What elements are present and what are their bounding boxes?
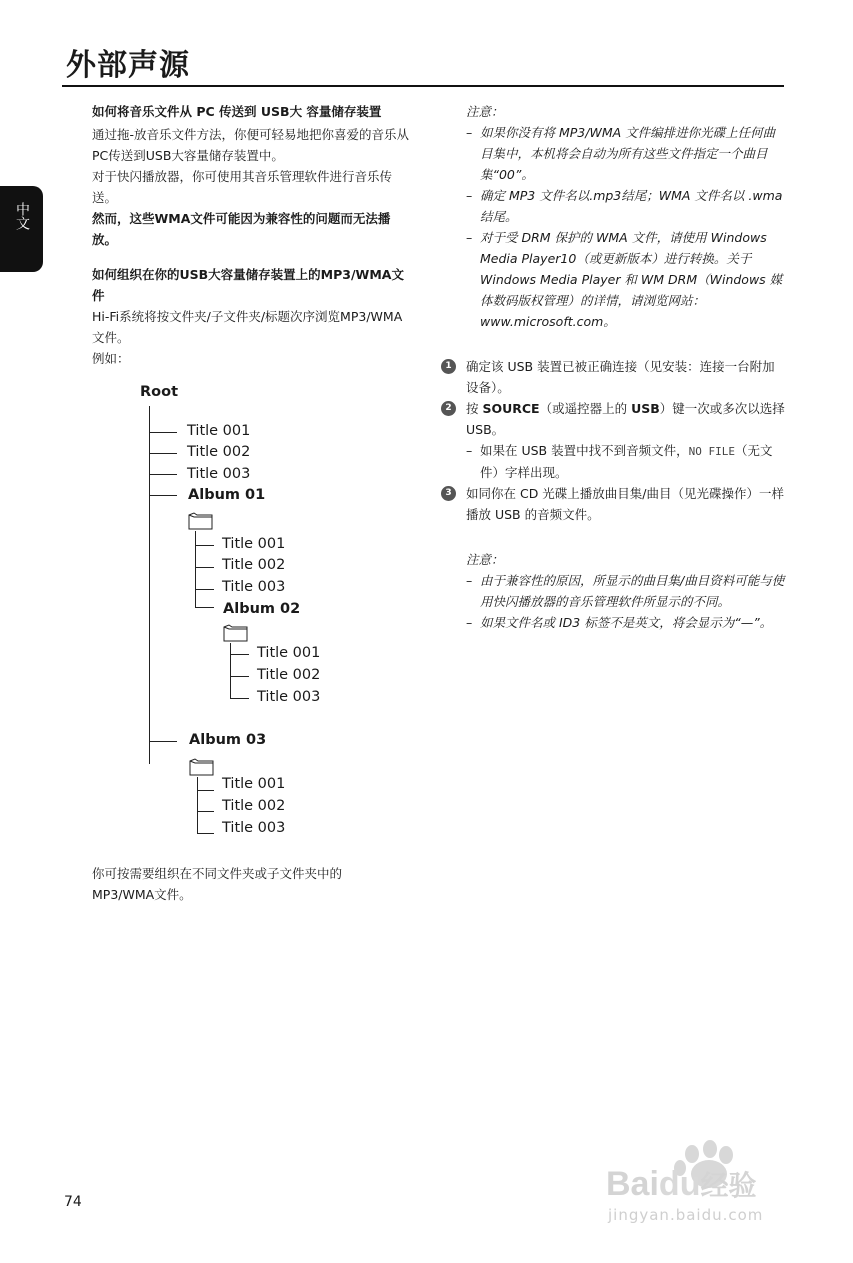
tree-title: Title 002 (257, 667, 321, 683)
note-item (466, 185, 786, 227)
tree-album: Album 03 (189, 732, 267, 748)
tree-title: Title 001 (257, 645, 321, 661)
watermark-brand-du: du (658, 1165, 701, 1203)
tree-title: Title 001 (222, 776, 286, 792)
note-text: 如果你没有将 MP3/WMA 文件编排进你光碟上任何曲目集中，本机将会自动为所有这些文件指定一个曲目集“00”。 (480, 125, 776, 182)
step-text: 确定该 USB 装置已被正确连接（见安装：连接一台附加设备）。 (466, 359, 775, 395)
tree-branch (149, 495, 177, 496)
folder-icon (189, 758, 215, 776)
tree-title: Title 003 (222, 820, 286, 836)
steps-list (445, 356, 786, 525)
tree-branch (197, 790, 214, 791)
tree-title: Title 003 (257, 689, 321, 705)
note-title: 注意： (466, 104, 504, 119)
language-side-tab (0, 186, 43, 272)
note-text: 由于兼容性的原因，所显示的曲目集/曲目资料可能与使用快闪播放器的音乐管理软件所显示的不同。 (480, 573, 785, 609)
folder-icon (188, 512, 214, 530)
tree-branch (197, 833, 214, 834)
note-text: 对于受 DRM 保护的 WMA 文件，请使用 Windows Media Player10（或更新版本）进行转换。关于 Windows Media Player 和 WM DRM（Windows 媒体数码版权管理）的详情，请浏览网站：www.microsoft.com。 (480, 230, 783, 329)
watermark (606, 1140, 806, 1230)
tree-branch (230, 676, 249, 677)
tree-title: Title 002 (222, 798, 286, 814)
tree-album: Album 01 (188, 487, 266, 503)
paragraph-drag-drop: 通过拖-放音乐文件方法，你便可轻易地把你喜爱的音乐从PC传送到USB大容量储存装置中。 (92, 127, 410, 163)
step-text-mid: （或遥控器上的 (539, 401, 632, 416)
tree-branch (195, 607, 214, 608)
paragraph-example: 例如： (92, 351, 130, 366)
tree-title: Title 002 (222, 557, 286, 573)
tree-branch (195, 545, 214, 546)
note-dash: – (466, 230, 473, 245)
step-text-post: ）键一次或多次以选择 USB。 (466, 401, 785, 437)
watermark-url: jingyan.baidu.com (608, 1206, 764, 1224)
tree-title: Title 002 (187, 444, 251, 460)
tree-branch (149, 432, 177, 433)
folder-icon (223, 624, 249, 642)
lcd-no-file: NO FILE (688, 445, 735, 458)
step-item (445, 398, 786, 440)
right-column-text (445, 101, 786, 633)
side-tab-label: 中文 (14, 202, 30, 230)
note-item (466, 612, 786, 633)
note-item (466, 122, 786, 185)
tree-root: Root (140, 384, 179, 400)
paragraph-organize-footer: 你可按需要组织在不同文件夹或子文件夹中的MP3/WMA文件。 (92, 866, 343, 902)
note-title: 注意： (466, 552, 504, 567)
step-number-badge: 1 (441, 359, 456, 374)
watermark-brand-jingyan: 经验 (700, 1170, 757, 1201)
tree-trunk-line (149, 406, 150, 764)
note-dash: – (466, 615, 473, 630)
step-sub-item (466, 440, 786, 483)
note-block-2 (466, 549, 786, 633)
tree-album: Album 02 (223, 601, 301, 617)
left-column-text (92, 101, 412, 369)
sub-text-post: （无文件）字样出现。 (480, 443, 773, 480)
note-text: 确定 MP3 文件名以.mp3结尾；WMA 文件名以 .wma 结尾。 (480, 188, 783, 224)
tree-branch (149, 741, 177, 742)
watermark-brand-bai: Bai (606, 1165, 659, 1203)
tree-title: Title 001 (222, 536, 286, 552)
note-dash: – (466, 188, 473, 203)
source-key-label: SOURCE (482, 401, 540, 416)
note-dash: – (466, 573, 473, 588)
sub-dash: – (466, 443, 473, 458)
paragraph-browse-order: Hi-Fi系统将按文件夹/子文件夹/标题次序浏览MP3/WMA文件。 (92, 309, 403, 345)
section-heading-transfer: 如何将音乐文件从 PC 传送到 USB大 容量储存装置 (92, 104, 382, 119)
tree-title: Title 003 (187, 466, 251, 482)
tree-branch (149, 474, 177, 475)
tree-branch (195, 567, 214, 568)
sub-text-pre: 如果在 USB 装置中找不到音频文件， (480, 443, 689, 458)
step-text: 如同你在 CD 光碟上播放曲目集/曲目（见光碟操作）一样播放 USB 的音频文件。 (466, 486, 785, 522)
tree-title: Title 001 (187, 423, 251, 439)
title-rule (62, 85, 784, 87)
page-number: 74 (64, 1194, 82, 1210)
section-heading-organize: 如何组织在你的USB大容量储存装置上的MP3/WMA文件 (92, 267, 404, 303)
tree-branch (230, 698, 249, 699)
note-text: 如果文件名或 ID3 标签不是英文，将会显示为“—”。 (480, 615, 773, 630)
step-item (445, 483, 786, 525)
tree-branch (149, 453, 177, 454)
tree-branch-line (195, 531, 196, 607)
tree-branch (197, 811, 214, 812)
page-title: 外部声源 (66, 48, 190, 83)
tree-branch-line (197, 777, 198, 834)
tree-branch-line (230, 643, 231, 699)
note-item (466, 570, 786, 612)
tree-title: Title 003 (222, 579, 286, 595)
step-number-badge: 3 (441, 486, 456, 501)
step-text-pre: 按 (466, 401, 483, 416)
usb-key-label: USB (631, 401, 660, 416)
tree-branch (195, 589, 214, 590)
note-dash: – (466, 125, 473, 140)
paragraph-wma-warning: 然而，这些WMA文件可能因为兼容性的问题而无法播放。 (92, 211, 391, 247)
note-item (466, 227, 786, 332)
tree-branch (230, 654, 249, 655)
step-number-badge: 2 (441, 401, 456, 416)
step-item (445, 356, 786, 398)
paragraph-flash-player: 对于快闪播放器，你可使用其音乐管理软件进行音乐传送。 (92, 169, 393, 205)
